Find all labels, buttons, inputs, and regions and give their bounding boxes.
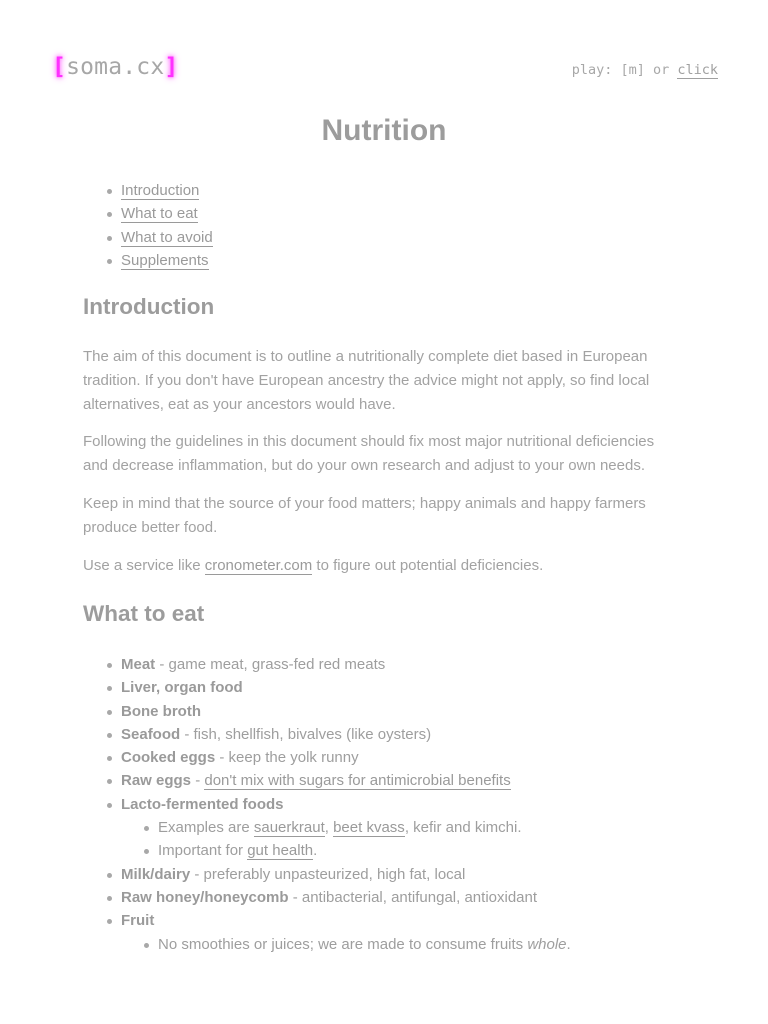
- food-desc-separator: -: [191, 772, 205, 790]
- sub-text: , kefir and kimchi.: [404, 819, 522, 837]
- logo-bracket-open: [: [52, 54, 67, 80]
- sub-text: No smoothies or juices; we are made to consume fruits: [158, 935, 528, 953]
- list-item-milk-dairy: [121, 863, 681, 886]
- list-item-meat: [121, 653, 681, 676]
- beet-kvass-link[interactable]: beet kvass: [333, 819, 405, 837]
- list-item-liver: [121, 676, 681, 699]
- food-list: [121, 653, 681, 956]
- food-desc: - game meat, grass-fed red meats: [155, 656, 386, 673]
- list-item-bone-broth: [121, 700, 681, 723]
- sauerkraut-link[interactable]: sauerkraut: [253, 819, 325, 837]
- sub-text: ,: [324, 819, 334, 837]
- list-item-fruit: [121, 909, 681, 956]
- toc-link-supplements[interactable]: Supplements: [121, 252, 209, 270]
- list-item-lacto-fermented: [121, 793, 681, 863]
- food-desc: - antibacterial, antifungal, antioxidant: [288, 888, 538, 906]
- sublist-item-gut-health: [158, 839, 681, 862]
- emphasis-whole: whole: [527, 935, 567, 953]
- section-heading-what-to-eat: What to eat: [83, 601, 205, 626]
- list-item-seafood: [121, 723, 681, 746]
- food-name: Cooked eggs: [121, 749, 216, 767]
- intro-paragraph-4: [83, 554, 673, 578]
- sublist-item-no-smoothies: [158, 933, 681, 956]
- toc-link-what-to-eat[interactable]: What to eat: [121, 205, 198, 223]
- toc-link-introduction[interactable]: Introduction: [121, 182, 200, 199]
- sub-text: Examples are: [158, 819, 254, 837]
- intro-p4-text-before: Use a service like: [83, 557, 205, 574]
- site-logo[interactable]: [52, 54, 178, 80]
- food-name: Lacto-fermented foods: [121, 795, 284, 813]
- food-name: Seafood: [121, 725, 181, 743]
- play-hint-text: play: [m] or: [571, 62, 678, 78]
- play-click-link[interactable]: click: [677, 62, 718, 78]
- food-desc: - preferably unpasteurized, high fat, local: [190, 865, 466, 883]
- logo-bracket-close: ]: [164, 54, 179, 80]
- cronometer-link[interactable]: cronometer.com: [204, 557, 313, 574]
- intro-p4-text-after: to figure out potential deficiencies.: [312, 557, 544, 574]
- intro-paragraph-3: Keep in mind that the source of your food matters; happy animals and happy farmers produce better food.: [83, 495, 646, 536]
- food-name: Raw eggs: [121, 772, 192, 790]
- fruit-sublist: [121, 933, 681, 956]
- food-name: Milk/dairy: [121, 865, 191, 883]
- list-item-raw-eggs: [121, 769, 681, 792]
- toc-item-supplements: [121, 249, 213, 272]
- sub-text: Important for: [158, 842, 248, 860]
- logo-text: soma.cx: [66, 54, 165, 80]
- list-item-cooked-eggs: [121, 746, 681, 769]
- food-name: Bone broth: [121, 702, 201, 720]
- sub-text: .: [313, 842, 318, 860]
- list-item-raw-honey: [121, 886, 681, 909]
- toc-item-what-to-eat: [121, 202, 213, 225]
- section-heading-introduction: Introduction: [83, 294, 215, 319]
- food-name: Raw honey/honeycomb: [121, 888, 289, 906]
- intro-paragraph-2: Following the guidelines in this document should fix most major nutritional deficiencies and decrease inflammation, but do your own research and adjust to your own needs.: [83, 433, 655, 474]
- toc-link-what-to-avoid[interactable]: What to avoid: [121, 228, 213, 246]
- lacto-sublist: [121, 816, 681, 863]
- play-hint: [572, 62, 718, 78]
- page-title: Nutrition: [321, 114, 447, 147]
- sub-text: .: [566, 935, 571, 953]
- food-name: Liver, organ food: [121, 679, 243, 697]
- toc-item-introduction: [121, 179, 213, 202]
- raw-eggs-link[interactable]: don't mix with sugars for antimicrobial benefits: [204, 772, 511, 790]
- food-desc: - fish, shellfish, bivalves (like oysters): [180, 725, 432, 743]
- toc-item-what-to-avoid: [121, 226, 213, 249]
- food-name: Meat: [121, 656, 156, 673]
- food-desc: - keep the yolk runny: [215, 749, 359, 767]
- table-of-contents: [121, 179, 213, 273]
- food-name: Fruit: [121, 912, 155, 930]
- gut-health-link[interactable]: gut health: [247, 842, 314, 860]
- intro-paragraph-1: The aim of this document is to outline a nutritionally complete diet based in European tradition. If you don't have European ancestry the advice might not apply, so find local alternatives, eat as your ancestors would have.: [83, 348, 650, 413]
- site-header: [52, 52, 718, 88]
- sublist-item-examples: [158, 816, 681, 839]
